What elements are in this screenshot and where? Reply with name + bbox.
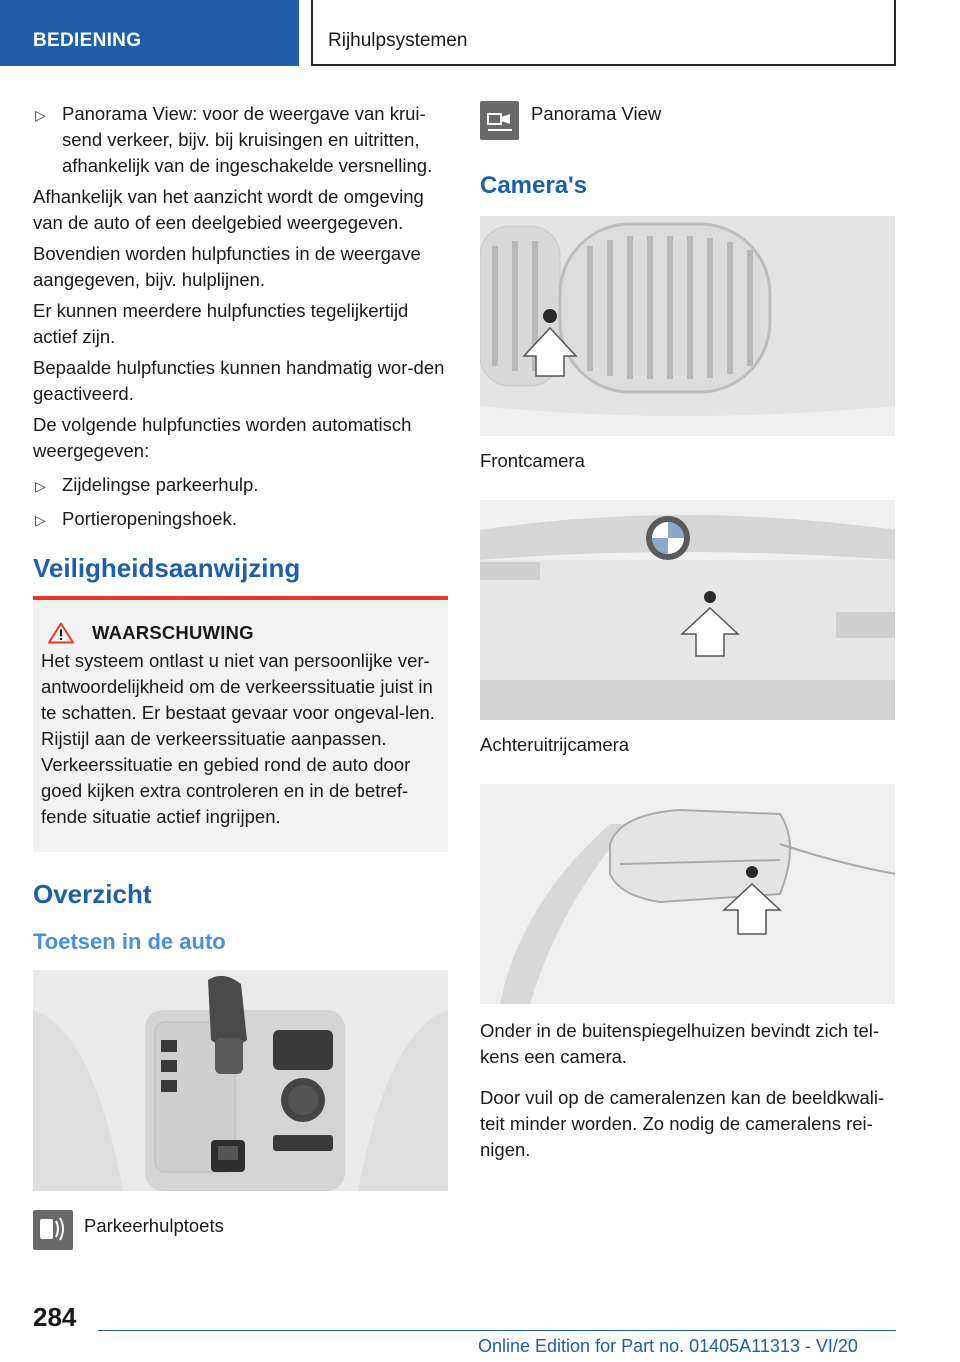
warning-box bbox=[33, 596, 448, 852]
left-column bbox=[33, 101, 448, 1250]
bullet-side-parking bbox=[33, 472, 448, 498]
footer-divider bbox=[98, 1330, 896, 1331]
warning-text: Het systeem ontlast u niet van persoonlijke ver-antwoordelijkheid om de verkeerssituatie juist in te schatten. Er bestaat gevaar voor ongeval-len. Rijstijl aan de verkeerssituatie aanpassen. Verkeerssituatie en gebied rond de auto door goed kijken extra controleren en in de betref-fende situatie actief ingrijpen. bbox=[41, 650, 435, 827]
warning-header bbox=[41, 620, 440, 646]
buttons-heading: Toetsen in de auto bbox=[33, 929, 226, 954]
header-chapter-label: Rijhulpsystemen bbox=[328, 30, 468, 51]
right-column bbox=[480, 101, 896, 1168]
triangle-bullet-icon: ▷ bbox=[35, 107, 46, 123]
paragraph: Er kunnen meerdere hulpfuncties tegelijkertijd actief zijn. bbox=[33, 300, 409, 347]
bullet-text: Zijdelingse parkeerhulp. bbox=[62, 474, 259, 495]
bullet-door-angle bbox=[33, 506, 448, 532]
park-assist-icon bbox=[33, 1210, 73, 1250]
front-camera-caption: Frontcamera bbox=[480, 450, 585, 471]
side-camera-photo bbox=[480, 784, 895, 1004]
lens-cleaning-text: Door vuil op de cameralenzen kan de beeldkwali-teit minder worden. Zo nodig de cameralens rei-nigen. bbox=[480, 1087, 885, 1160]
bullet-panorama-view bbox=[33, 101, 448, 179]
paragraph: Afhankelijk van het aanzicht wordt de omgeving van de auto of een deelgebied weergegeven. bbox=[33, 186, 424, 233]
park-assist-label: Parkeerhulptoets bbox=[84, 1215, 224, 1236]
page-number: 284 bbox=[33, 1302, 77, 1332]
header-section-tab bbox=[0, 0, 299, 66]
paragraph: Bovendien worden hulpfuncties in de weergave aangegeven, bijv. hulplijnen. bbox=[33, 243, 421, 290]
panorama-view-icon bbox=[480, 101, 519, 140]
park-assist-button-row bbox=[33, 1210, 448, 1250]
footer-edition: Online Edition for Part no. 01405A11313 - VI/20 bbox=[478, 1336, 858, 1356]
front-camera-photo bbox=[480, 216, 895, 436]
warning-title: WAARSCHUWING bbox=[92, 622, 254, 643]
rear-camera-caption: Achteruitrijcamera bbox=[480, 734, 630, 755]
safety-heading: Veiligheidsaanwijzing bbox=[33, 553, 301, 583]
triangle-bullet-icon: ▷ bbox=[35, 512, 46, 528]
park-assist-symbol bbox=[36, 1213, 70, 1247]
warning-triangle-icon bbox=[48, 622, 74, 644]
paragraph: De volgende hulpfuncties worden automatisch weergegeven: bbox=[33, 414, 412, 461]
triangle-bullet-icon: ▷ bbox=[35, 478, 46, 494]
rear-camera-photo bbox=[480, 500, 895, 720]
paragraph: Bepaalde hulpfuncties kunnen handmatig wor-den geactiveerd. bbox=[33, 357, 445, 404]
panorama-button-row bbox=[480, 101, 896, 140]
bullet-text: Portieropeningshoek. bbox=[62, 508, 237, 529]
front-grille-illustration bbox=[480, 216, 895, 436]
panorama-view-label: Panorama View bbox=[531, 103, 662, 124]
overview-heading: Overzicht bbox=[33, 879, 152, 909]
center-console-photo bbox=[33, 970, 448, 1191]
center-console-illustration bbox=[33, 970, 448, 1191]
cameras-heading: Camera's bbox=[480, 172, 588, 199]
rear-trunk-illustration bbox=[480, 500, 895, 720]
side-mirror-illustration bbox=[480, 784, 895, 1004]
panorama-camera-symbol bbox=[484, 108, 516, 134]
side-camera-text: Onder in de buitenspiegelhuizen bevindt zich tel-kens een camera. bbox=[480, 1020, 880, 1067]
header-chapter-box bbox=[311, 0, 896, 66]
bullet-text: Panorama View: voor de weergave van krui-send verkeer, bijv. bij kruisingen en uitritten, afhankelijk van de ingeschakelde versnelling. bbox=[62, 103, 433, 176]
header-section-label: BEDIENING bbox=[33, 30, 142, 51]
